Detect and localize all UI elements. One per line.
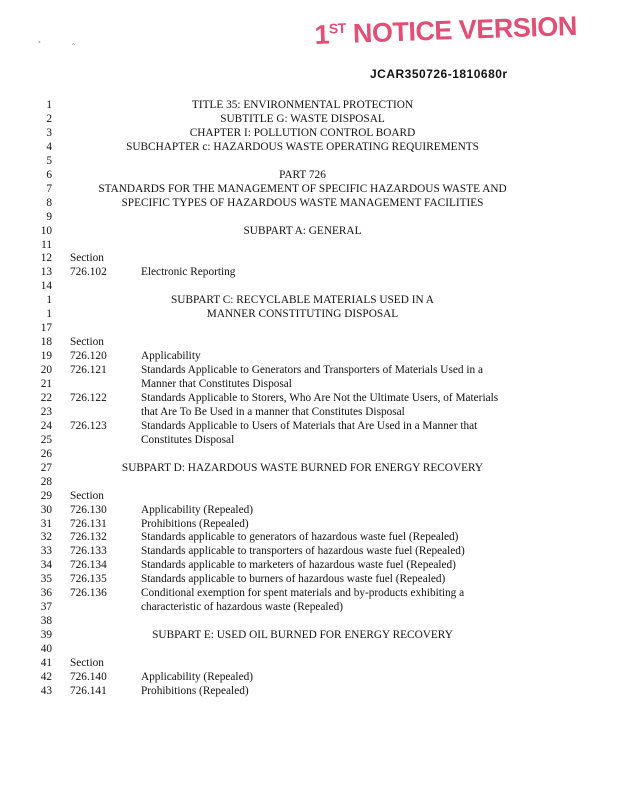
line-number: 29: [40, 489, 52, 502]
line-number: 23: [40, 405, 52, 418]
line-number: 27: [40, 461, 52, 474]
heading-line: [0, 196, 618, 210]
document-line: [0, 684, 618, 698]
section-number: 726.133: [70, 545, 107, 558]
line-number: 43: [40, 684, 52, 697]
document-line: [0, 251, 618, 265]
line-number: 18: [40, 336, 52, 349]
document-line: [0, 363, 618, 377]
line-number: 20: [40, 364, 52, 377]
line-number: 19: [40, 350, 52, 363]
section-number: 726.134: [70, 559, 107, 572]
heading-line: [0, 112, 618, 126]
scan-speck: ⌃: [70, 42, 77, 51]
heading-text: SUBPART A: GENERAL: [243, 224, 362, 237]
line-number: 10: [40, 224, 52, 237]
line-number: 26: [40, 447, 52, 460]
heading-text: SUBTITLE G: WASTE DISPOSAL: [220, 112, 385, 125]
heading-line: [0, 307, 618, 321]
heading-text: SUBPART C: RECYCLABLE MATERIALS USED IN A: [171, 294, 434, 307]
document-line: [0, 238, 618, 252]
line-number: 41: [40, 657, 52, 669]
heading-text: PART 726: [279, 168, 326, 181]
heading-line: [0, 293, 618, 307]
document-line: [0, 391, 618, 405]
document-line: [0, 656, 618, 670]
document-line: [0, 154, 618, 168]
heading-text: CHAPTER I: POLLUTION CONTROL BOARD: [189, 126, 416, 139]
section-number: 726.121: [70, 364, 107, 377]
section-number: 726.135: [70, 573, 107, 586]
line-number: 4: [46, 140, 52, 153]
section-number: 726.136: [70, 587, 107, 600]
document-line: [0, 405, 618, 419]
document-line: [0, 265, 618, 279]
line-number: 11: [41, 238, 52, 251]
line-number: 25: [40, 433, 52, 446]
line-number: 38: [40, 615, 52, 628]
section-title: Standards applicable to marketers of hazardous waste fuel (Repealed): [141, 559, 456, 572]
heading-line: [0, 140, 618, 154]
line-number: 7: [46, 182, 52, 195]
document-line: [0, 279, 618, 293]
section-title: that Are To Be Used in a manner that Constitutes Disposal: [141, 405, 405, 418]
document-line: [0, 572, 618, 586]
line-number: 31: [40, 517, 52, 530]
line-number: 1: [46, 294, 52, 307]
line-number: 40: [40, 643, 52, 656]
document-line: [0, 349, 618, 363]
heading-text: STANDARDS FOR THE MANAGEMENT OF SPECIFIC HAZARDOUS WASTE AND: [98, 182, 507, 195]
document-line: [0, 614, 618, 628]
document-id: JCAR350726-1810680r: [370, 67, 508, 81]
line-number: 28: [40, 475, 52, 488]
heading-line: [0, 168, 618, 182]
line-number: 8: [46, 196, 52, 209]
heading-text: SUBPART D: HAZARDOUS WASTE BURNED FOR ENERGY RECOVERY: [121, 461, 484, 474]
heading-text: SPECIFIC TYPES OF HAZARDOUS WASTE MANAGEMENT FACILITIES: [121, 196, 484, 209]
scan-speck: •: [38, 38, 41, 47]
document-line: [0, 670, 618, 684]
line-number: 13: [40, 266, 52, 279]
document-line: [0, 530, 618, 544]
document-line: [0, 642, 618, 656]
heading-text: SUBPART E: USED OIL BURNED FOR ENERGY RECOVERY: [152, 629, 453, 642]
section-number: 726.131: [70, 517, 107, 530]
line-number: 6: [46, 168, 52, 181]
section-title: Constitutes Disposal: [141, 433, 235, 446]
section-title: Standards applicable to transporters of hazardous waste fuel (Repealed): [141, 545, 465, 558]
line-number: 3: [46, 126, 52, 139]
line-number: 21: [40, 378, 52, 390]
document-line: [0, 377, 618, 391]
line-number: 9: [46, 210, 52, 223]
line-number: 42: [40, 670, 52, 683]
line-number: 37: [40, 601, 52, 614]
section-title: Standards Applicable to Storers, Who Are Not the Ultimate Users, of Materials: [141, 391, 499, 404]
heading-line: [0, 461, 618, 475]
document-line: [0, 558, 618, 572]
section-title: Prohibitions (Repealed): [141, 684, 249, 697]
section-number: Section: [70, 336, 104, 349]
section-number: 726.130: [70, 503, 107, 516]
line-number: 30: [40, 503, 52, 516]
line-number: 2: [46, 112, 52, 125]
heading-text: MANNER CONSTITUTING DISPOSAL: [206, 308, 399, 321]
line-number: 33: [40, 545, 52, 558]
line-number: 22: [40, 391, 52, 404]
heading-text: SUBCHAPTER c: HAZARDOUS WASTE OPERATING REQUIREMENTS: [126, 140, 479, 153]
line-number: 1: [46, 308, 52, 321]
heading-line: [0, 224, 618, 238]
section-title: Standards applicable to generators of hazardous waste fuel (Repealed): [141, 531, 459, 544]
section-number: 726.120: [70, 350, 107, 363]
line-number: 35: [40, 573, 52, 586]
section-number: 726.141: [70, 684, 107, 697]
document-line: [0, 544, 618, 558]
document-line: [0, 489, 618, 503]
line-number: 24: [40, 419, 52, 432]
document-line: [0, 475, 618, 489]
section-title: Applicability: [141, 350, 201, 363]
section-number: Section: [70, 252, 104, 265]
section-number: Section: [70, 657, 104, 669]
heading-line: [0, 182, 618, 196]
section-number: 726.123: [70, 419, 107, 432]
document-line: [0, 586, 618, 600]
line-number: 1: [46, 99, 52, 111]
section-title: Prohibitions (Repealed): [141, 517, 249, 530]
document-line: [0, 321, 618, 335]
line-number: 39: [40, 629, 52, 642]
section-number: 726.122: [70, 391, 107, 404]
section-title: Electronic Reporting: [141, 266, 236, 279]
document-line: [0, 517, 618, 531]
section-title: Applicability (Repealed): [141, 503, 253, 516]
section-number: 726.140: [70, 670, 107, 683]
section-title: Conditional exemption for spent materials and by-products exhibiting a: [141, 587, 465, 600]
line-number: 34: [40, 559, 52, 572]
first-notice-stamp: 1ST NOTICE VERSION: [314, 10, 578, 50]
heading-line: [0, 628, 618, 642]
document-line: [0, 335, 618, 349]
document-line: [0, 433, 618, 447]
section-number: Section: [70, 489, 104, 502]
document-line: [0, 447, 618, 461]
line-number: 12: [40, 252, 52, 265]
section-title: Applicability (Repealed): [141, 670, 253, 683]
section-title: Standards applicable to burners of hazardous waste fuel (Repealed): [141, 573, 446, 586]
line-number: 32: [40, 531, 52, 544]
heading-line: [0, 126, 618, 140]
document-line: [0, 503, 618, 517]
line-number: 36: [40, 587, 52, 600]
document-line: [0, 210, 618, 224]
section-title: characteristic of hazardous waste (Repealed): [141, 601, 343, 614]
line-number: 5: [46, 154, 52, 167]
document-line: [0, 600, 618, 614]
document-line: [0, 419, 618, 433]
heading-text: TITLE 35: ENVIRONMENTAL PROTECTION: [191, 99, 414, 111]
line-number: 14: [40, 280, 52, 293]
line-number: 17: [40, 322, 52, 335]
heading-line: [0, 98, 618, 112]
section-title: Manner that Constitutes Disposal: [141, 378, 292, 390]
section-title: Standards Applicable to Users of Materials that Are Used in a Manner that: [141, 419, 478, 432]
section-number: 726.132: [70, 531, 107, 544]
section-number: 726.102: [70, 266, 107, 279]
section-title: Standards Applicable to Generators and Transporters of Materials Used in a: [141, 364, 483, 377]
